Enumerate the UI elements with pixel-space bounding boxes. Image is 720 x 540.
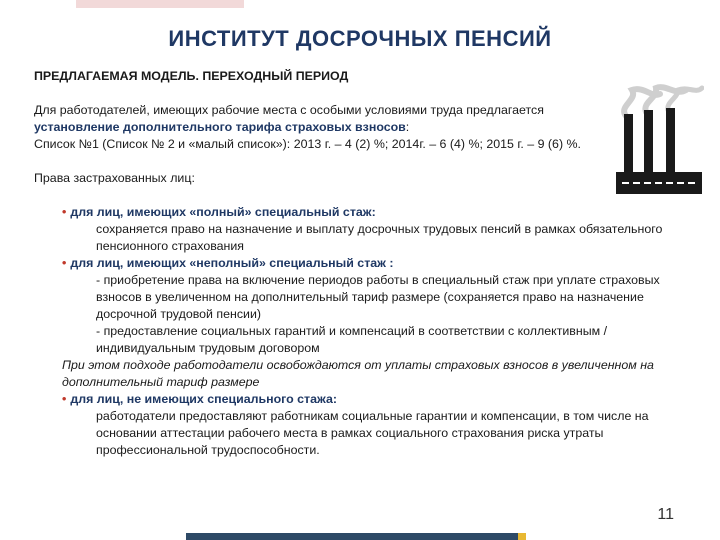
top-decor-tab <box>76 0 244 8</box>
bullet-icon: • <box>62 256 67 270</box>
paragraph-employers <box>34 102 664 136</box>
page-number: 11 <box>657 506 674 523</box>
main-content <box>34 68 664 459</box>
bullet-no-experience <box>62 391 664 408</box>
bullet-full-experience <box>62 204 664 221</box>
italic-note: При этом подходе работодатели освобождаются от уплаты страховых взносов в увеличенном на дополнительный тариф размере <box>62 358 654 389</box>
bullet-head: для лиц, не имеющих специального стажа: <box>70 392 337 406</box>
bullet-partial-experience <box>62 255 664 272</box>
paragraph-lists: Список №1 (Список № 2 и «малый список»): 2013 г. – 4 (2) %; 2014г. – 6 (4) %; 2015 г. – 9 (6) %. <box>34 137 581 151</box>
bullet-icon: • <box>62 205 67 219</box>
bullet-partial-text-2: - предоставление социальных гарантий и компенсаций в соответствии с коллективным / индивидуальным трудовым договором <box>96 324 608 355</box>
bullet-full-text: сохраняется право на назначение и выплату досрочных трудовых пенсий в рамках обязательного пенсионного страхования <box>96 222 663 253</box>
rights-heading: Права застрахованных лиц: <box>34 171 195 185</box>
employers-text: Для работодателей, имеющих рабочие места с особыми условиями труда предлагается <box>34 103 544 117</box>
bottom-bar <box>186 533 524 540</box>
bottom-bar-accent <box>518 533 526 540</box>
additional-tariff-text: установление дополнительного тарифа страховых взносов <box>34 120 406 134</box>
bullet-head: для лиц, имеющих «полный» специальный стаж: <box>70 205 376 219</box>
section-subtitle: ПРЕДЛАГАЕМАЯ МОДЕЛЬ. ПЕРЕХОДНЫЙ ПЕРИОД <box>34 69 349 83</box>
bullet-icon: • <box>62 392 67 406</box>
colon-text: : <box>405 120 410 134</box>
page-title: ИНСТИТУТ ДОСРОЧНЫХ ПЕНСИЙ <box>168 26 552 51</box>
bullet-head: для лиц, имеющих «неполный» специальный стаж : <box>70 256 394 270</box>
bullet-partial-text-1: - приобретение права на включение периодов работы в специальный стаж при уплате страховых взносов в увеличенном на дополнительный тариф размере (сохраняется право на назначение досрочной трудовой пенсии) <box>96 273 660 321</box>
bullet-no-text: работодатели предоставляют работникам социальные гарантии и компенсации, в том числе на основании аттестации рабочего места в рамках социального страхования риска утраты профессиональной трудоспособности. <box>96 409 649 457</box>
